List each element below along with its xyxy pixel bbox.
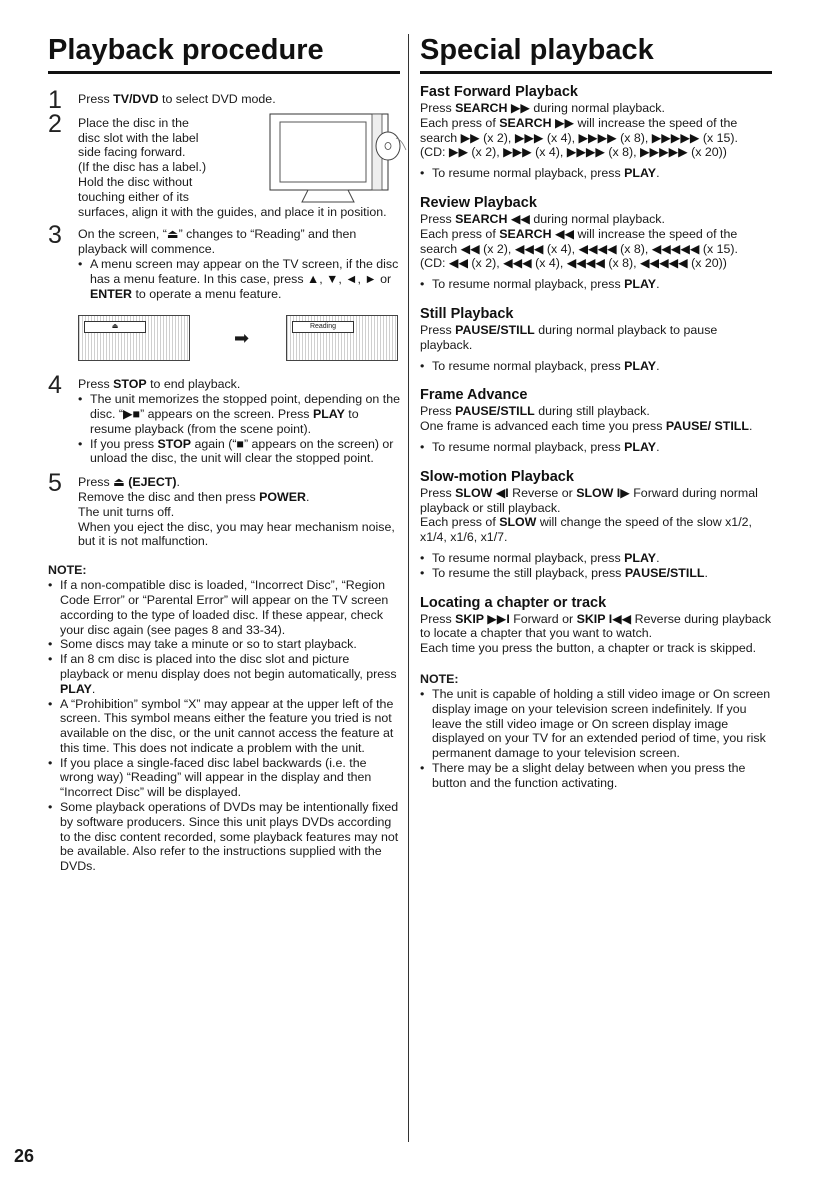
step-number: 2 <box>48 109 62 138</box>
section-heading: Slow-motion Playback <box>420 468 574 485</box>
list-item: • The unit is capable of holding a still video image or On screen display image on your television screen indefinitely. If you leave the still video image or On screen display image displayed on your TV for an extended period of time, you risk permanent damage to your television screen. <box>420 687 772 761</box>
step-text: Place the disc in the disc slot with the label side facing forward. (If the disc has a label.) Hold the disc without touching either of its surfaces, align it with the guides, and place it in position. <box>78 115 387 219</box>
section-text: Press SLOW ◀I Reverse or SLOW I▶ Forward during normal playback or still playback. Each press of SLOW will change the speed of the slow x1/2, x1/4, x1/6, x1/7. <box>420 485 758 545</box>
section-review <box>420 195 772 292</box>
section-bullets <box>420 166 772 181</box>
step-1 <box>48 86 400 114</box>
arrow-right-icon: ➡ <box>234 328 250 349</box>
section-text: Press PAUSE/STILL during still playback. One frame is advanced each time you press PAUSE/ STILL. <box>420 404 753 434</box>
section-bullets <box>420 440 772 455</box>
step-text: On the screen, “⏏” changes to “Reading” and then playback will commence. <box>78 227 357 257</box>
list-item: • To resume normal playback, press PLAY. <box>420 277 772 292</box>
section-text: Press SEARCH ◀◀ during normal playback. Each press of SEARCH ◀◀ will increase the speed of the search ◀◀ (x 2), ◀◀◀ (x 4), ◀◀◀◀ (x 8), ◀◀◀◀◀ (x 15). (CD: ◀◀ (x 2), ◀◀◀ (x 4), ◀◀◀◀ (x 8), ◀◀◀◀◀ (x 20)) <box>420 211 738 271</box>
section-locating-chapter <box>420 595 772 656</box>
section-slow-motion <box>420 469 772 581</box>
step-number: 4 <box>48 371 62 400</box>
special-playback-title: Special playback <box>420 32 772 74</box>
step-text: Press STOP to end playback. <box>78 377 241 392</box>
page-number: 26 <box>14 1146 35 1166</box>
list-item: • To resume normal playback, press PLAY. <box>420 359 772 374</box>
list-item: • To resume the still playback, press PAUSE/STILL. <box>420 566 772 581</box>
list-item: • If an 8 cm disc is placed into the disc slot and picture playback or menu display does not begin automatically, press PLAY. <box>48 652 400 696</box>
step-3 <box>48 221 400 301</box>
section-frame-advance <box>420 387 772 454</box>
list-item: • Some playback operations of DVDs may be intentionally fixed by software producers. Since this unit plays DVDs according to the disc content recorded, some playback features may not be available. Also refer to the instructions supplied with the DVDs. <box>48 800 400 874</box>
tv-disc-insert-illustration <box>268 110 408 210</box>
note-heading: NOTE: <box>48 563 87 578</box>
list-item: • To resume normal playback, press PLAY. <box>420 166 772 181</box>
step-text: Press ⏏ (EJECT). Remove the disc and then press POWER. The unit turns off. When you eject the disc, you may hear mechanism noise, but it is not malfunction. <box>78 475 395 549</box>
screen-eject-indicator <box>78 315 190 361</box>
playback-procedure-column <box>48 32 400 874</box>
section-text: Press SEARCH ▶▶ during normal playback. Each press of SEARCH ▶▶ will increase the speed of the search ▶▶ (x 2), ▶▶▶ (x 4), ▶▶▶▶ (x 8), ▶▶▶▶▶ (x 15). (CD: ▶▶ (x 2), ▶▶▶ (x 4), ▶▶▶▶ (x 8), ▶▶▶▶▶ (x 20)) <box>420 101 738 160</box>
step-5 <box>48 469 400 549</box>
note-list <box>420 687 772 791</box>
list-item: • To resume normal playback, press PLAY. <box>420 440 772 455</box>
step-bullets <box>78 392 400 466</box>
note-list <box>48 578 400 874</box>
list-item: • The unit memorizes the stopped point, depending on the disc. “▶■” appears on the screen. Press PLAY to resume playback (from the scene point). <box>78 392 400 436</box>
list-item: • To resume normal playback, press PLAY. <box>420 551 772 566</box>
list-item: • A “Prohibition” symbol “X” may appear at the upper left of the screen. This symbol means either the feature you tried is not available on the disc, or the unit cannot access the feature at this time. This does not indicate a problem with the unit. <box>48 697 400 756</box>
section-bullets <box>420 359 772 374</box>
step-2 <box>48 109 400 220</box>
step-bullets <box>78 257 400 301</box>
column-divider <box>408 34 409 1142</box>
section-text: Press PAUSE/STILL during normal playback to pause playback. <box>420 322 718 352</box>
screen-reading-indicator <box>286 315 398 361</box>
section-text: Press SKIP ▶▶I Forward or SKIP I◀◀ Reverse during playback to locate a chapter that you want to watch. Each time you press the button, a chapter or track is skipped. <box>420 611 772 656</box>
note-heading: NOTE: <box>420 671 459 686</box>
step-text: Press TV/DVD to select DVD mode. <box>78 92 276 106</box>
section-heading: Still Playback <box>420 305 514 322</box>
list-item: • If a non-compatible disc is loaded, “Incorrect Disc”, “Region Code Error” or “Parental Error” will appear on the TV screen according to the type of loaded disc. If these appear, check your disc again (see pages 8 and 33-34). <box>48 578 400 637</box>
list-item: • If you press STOP again (“■” appears on the screen) or unload the disc, the unit will clear the stopped point. <box>78 437 400 467</box>
section-heading: Review Playback <box>420 194 537 211</box>
playback-procedure-title: Playback procedure <box>48 32 400 74</box>
step-number: 5 <box>48 469 62 498</box>
list-item: • A menu screen may appear on the TV screen, if the disc has a menu feature. In this case, press ▲, ▼, ◄, ► or ENTER to operate a menu feature. <box>78 257 400 301</box>
section-bullets <box>420 277 772 292</box>
section-bullets <box>420 551 772 581</box>
step-4 <box>48 371 400 466</box>
list-item: • Some discs may take a minute or so to start playback. <box>48 637 400 652</box>
reading-indicator-box: Reading <box>292 321 354 333</box>
section-heading: Locating a chapter or track <box>420 594 607 611</box>
screen-indicator-illustration <box>78 315 400 361</box>
step-number: 1 <box>48 86 62 114</box>
section-still <box>420 306 772 373</box>
section-heading: Fast Forward Playback <box>420 84 578 100</box>
list-item: • There may be a slight delay between when you press the button and the function activating. <box>420 761 772 791</box>
special-playback-column <box>420 32 772 791</box>
section-fast-forward <box>420 84 772 181</box>
eject-indicator-box: ⏏ <box>84 321 146 333</box>
list-item: • If you place a single-faced disc label backwards (i.e. the wrong way) “Reading” will appear in the display and then “Incorrect Disc” will be displayed. <box>48 756 400 800</box>
step-number: 3 <box>48 221 62 250</box>
section-heading: Frame Advance <box>420 387 528 404</box>
